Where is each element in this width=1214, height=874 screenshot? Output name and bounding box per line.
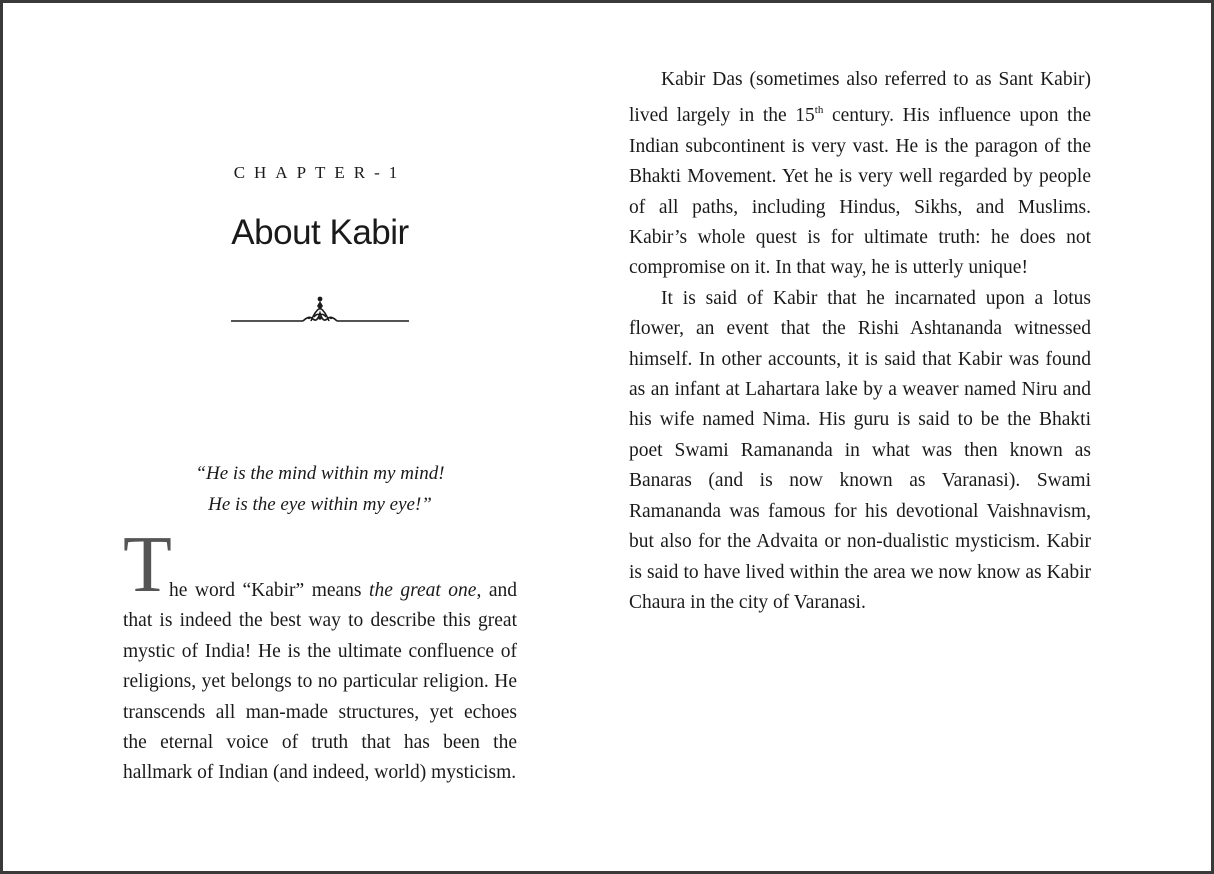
- intro-comma: ,: [476, 580, 482, 601]
- chapter-label: CHAPTER-1: [233, 163, 407, 182]
- chapter-title: About Kabir: [231, 213, 409, 252]
- left-page: [123, 3, 517, 871]
- right-body: [629, 65, 1091, 618]
- flourish-divider-icon: [231, 291, 409, 327]
- intro-text-start: he word “Kabir” means: [169, 580, 370, 601]
- epigraph-line-1: “He is the mind within my mind!: [195, 463, 445, 484]
- paragraph-1-start: Kabir Das (sometimes also referred to as Sant Kabir) lived largely in the 15: [629, 69, 1091, 127]
- intro-emphasis: the great one: [369, 580, 477, 601]
- paragraph-1-rest: century. His influence upon the Indian subcontinent is very vast. He is the paragon of the Bhakti Movement. Yet he is very well regarded by people of all paths, including Hindus, Sikhs, and Muslims. Kabir’s whole quest is for ultimate truth: he does not compromise on it. In that way, he is utterly unique!: [629, 105, 1091, 279]
- drop-cap: T: [123, 521, 172, 609]
- intro-rest: and that is indeed the best way to describe this great mystic of India! He is the ultimate confluence of religions, yet belongs to no particular religion. He transcends all man-made structures, yet echoes the eternal voice of truth that has been the hallmark of Indian (and indeed, world) mysticism.: [123, 580, 518, 784]
- epigraph-line-2: He is the eye within my eye!”: [208, 494, 432, 515]
- epigraph: [123, 458, 517, 520]
- paragraph-2: It is said of Kabir that he incarnated upon a lotus flower, an event that the Rishi Ashtananda witnessed himself. In other accounts, it is said that Kabir was found as an infant at Lahartara lake by a weaver named Niru and his wife named Nima. His guru is said to be the Bhakti poet Swami Ramananda in what was then known as Banaras (and is now known as Varanasi). Swami Ramananda was famous for his devotional Vaishnavism, but also for the Advaita or non-dualistic mysticism. Kabir is said to have lived within the area we now know as Kabir Chaura in the city of Varanasi.: [629, 287, 1091, 613]
- right-page: [629, 3, 1091, 871]
- paragraph-1: [629, 65, 1091, 284]
- superscript-th: th: [814, 104, 824, 117]
- intro-paragraph: [123, 576, 517, 789]
- intro-first-line: [123, 580, 481, 601]
